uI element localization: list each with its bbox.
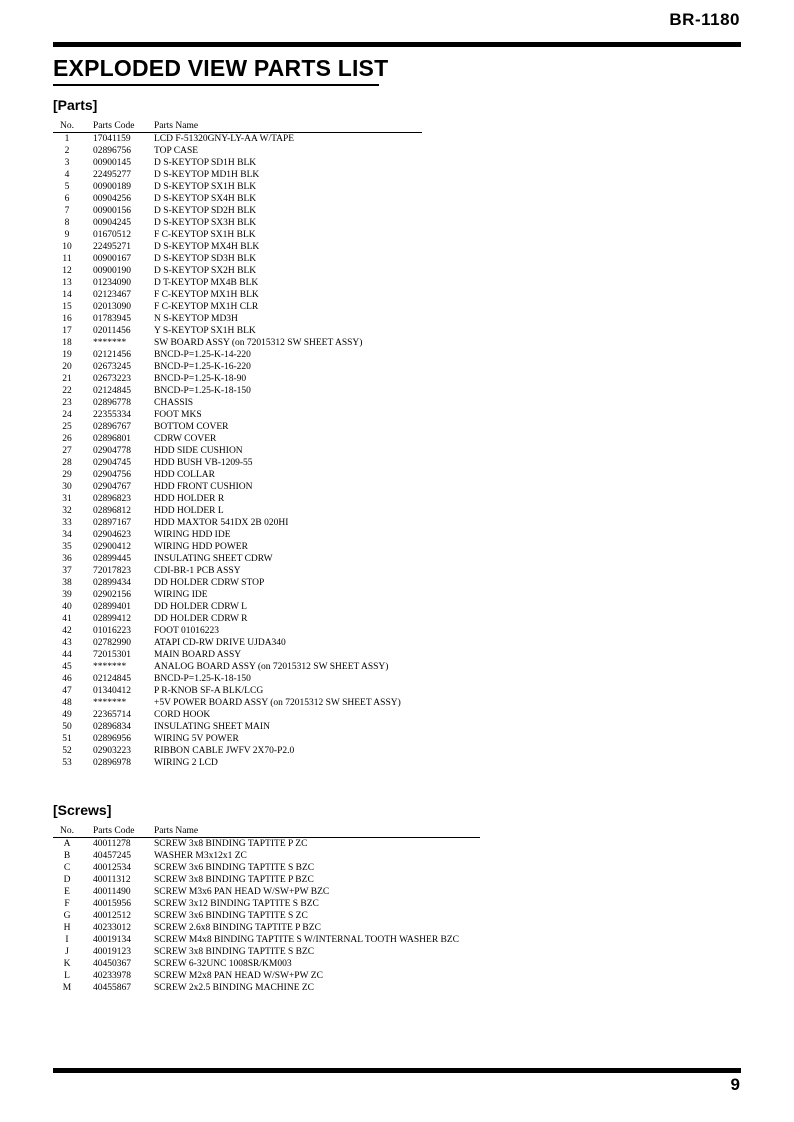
table-row: [53, 886, 480, 898]
row-code: 02673223: [93, 374, 131, 384]
row-no: 47: [62, 686, 72, 696]
table-row: [53, 445, 422, 457]
table-row: [53, 193, 422, 205]
row-code: 00900189: [93, 182, 131, 192]
table-row: [53, 433, 422, 445]
row-code: 02899445: [93, 554, 131, 564]
table-row: [53, 457, 422, 469]
row-no: 26: [62, 434, 72, 444]
row-code: 40012512: [93, 911, 131, 921]
table-row: [53, 922, 480, 934]
row-name: SCREW 2x2.5 BINDING MACHINE ZC: [154, 983, 315, 993]
table-row: [53, 301, 422, 313]
row-no: C: [63, 863, 71, 873]
row-code: 00900145: [93, 158, 131, 168]
row-name: WIRING 2 LCD: [154, 758, 218, 768]
table-row: [53, 565, 422, 577]
bottom-rule: [53, 1068, 741, 1073]
row-code: 02121456: [93, 350, 131, 360]
row-code: 00900156: [93, 206, 131, 216]
row-name: BNCD-P=1.25-K-16-220: [154, 362, 251, 372]
row-name: INSULATING SHEET CDRW: [154, 554, 273, 564]
row-code: 02896778: [93, 398, 131, 408]
row-no: 2: [64, 146, 70, 156]
table-row: [53, 709, 422, 721]
row-code: *******: [93, 662, 127, 672]
row-code: 02902156: [93, 590, 131, 600]
row-name: SCREW 2.6x8 BINDING TAPTITE P BZC: [154, 923, 321, 933]
screws-heading: [Screws]: [53, 802, 112, 818]
row-name: SCREW M2x8 PAN HEAD W/SW+PW ZC: [154, 971, 323, 981]
row-name: SCREW 3x6 BINDING TAPTITE S BZC: [154, 863, 315, 873]
row-code: 02900412: [93, 542, 131, 552]
table-row: [53, 169, 422, 181]
row-code: 40457245: [93, 851, 131, 861]
row-name: BNCD-P=1.25-K-18-90: [154, 374, 247, 384]
row-name: HDD COLLAR: [154, 470, 215, 480]
table-row: [53, 874, 480, 886]
row-code: *******: [93, 698, 127, 708]
row-code: 02896767: [93, 422, 131, 432]
row-name: ATAPI CD-RW DRIVE UJDA340: [154, 638, 286, 648]
table-row: [53, 589, 422, 601]
table-row: [53, 373, 422, 385]
col-name-header: Parts Name: [154, 121, 199, 131]
row-code: 02903223: [93, 746, 131, 756]
row-code: 02896956: [93, 734, 131, 744]
row-no: E: [64, 887, 70, 897]
row-no: 27: [62, 446, 72, 456]
table-row: [53, 229, 422, 241]
row-name: D T-KEYTOP MX4B BLK: [154, 278, 259, 288]
row-no: L: [64, 971, 70, 981]
row-name: HDD HOLDER L: [154, 506, 224, 516]
table-row: [53, 133, 422, 145]
row-no: D: [63, 875, 71, 885]
row-code: 02904745: [93, 458, 131, 468]
row-code: 02899401: [93, 602, 131, 612]
table-row: [53, 253, 422, 265]
row-no: 31: [62, 494, 72, 504]
row-name: F C-KEYTOP MX1H BLK: [154, 290, 259, 300]
row-name: SCREW 6-32UNC 1008SR/KM003: [154, 959, 292, 969]
row-name: WIRING HDD IDE: [154, 530, 231, 540]
row-code: 02904767: [93, 482, 131, 492]
table-row: [53, 970, 480, 982]
table-row: [53, 505, 422, 517]
row-code: 72017823: [93, 566, 131, 576]
row-name: MAIN BOARD ASSY: [154, 650, 242, 660]
row-name: Y S-KEYTOP SX1H BLK: [154, 326, 256, 336]
table-row: [53, 409, 422, 421]
table-row: [53, 898, 480, 910]
row-no: 21: [62, 374, 72, 384]
row-code: 02899412: [93, 614, 131, 624]
table-row: [53, 862, 480, 874]
row-no: 1: [64, 134, 70, 144]
row-no: 12: [62, 266, 72, 276]
table-row: [53, 349, 422, 361]
row-no: 45: [62, 662, 72, 672]
row-no: 42: [62, 626, 72, 636]
row-no: M: [62, 983, 72, 993]
parts-table: [53, 120, 422, 769]
row-code: 40011278: [93, 839, 131, 849]
row-no: 16: [62, 314, 72, 324]
row-no: A: [63, 839, 71, 849]
row-code: 40233012: [93, 923, 131, 933]
table-row: [53, 958, 480, 970]
row-code: 01340412: [93, 686, 131, 696]
row-code: 72015301: [93, 650, 131, 660]
row-no: 30: [62, 482, 72, 492]
row-name: TOP CASE: [154, 146, 199, 156]
row-name: RIBBON CABLE JWFV 2X70-P2.0: [154, 746, 295, 756]
table-row: [53, 397, 422, 409]
table-row: [53, 637, 422, 649]
row-no: 35: [62, 542, 72, 552]
table-row: [53, 982, 480, 994]
row-code: 40011490: [93, 887, 131, 897]
row-code: 02896801: [93, 434, 131, 444]
row-no: K: [63, 959, 71, 969]
row-no: 13: [62, 278, 72, 288]
row-no: 20: [62, 362, 72, 372]
row-code: 02896812: [93, 506, 131, 516]
row-name: WIRING 5V POWER: [154, 734, 239, 744]
row-name: D S-KEYTOP MX4H BLK: [154, 242, 260, 252]
row-no: 53: [62, 758, 72, 768]
row-code: 00900167: [93, 254, 131, 264]
row-no: 24: [62, 410, 72, 420]
table-row: [53, 838, 480, 850]
table-row: [53, 277, 422, 289]
table-row: [53, 757, 422, 769]
row-name: DD HOLDER CDRW R: [154, 614, 248, 624]
row-no: 52: [62, 746, 72, 756]
row-code: 02904623: [93, 530, 131, 540]
row-no: 15: [62, 302, 72, 312]
table-row: [53, 553, 422, 565]
row-no: 49: [62, 710, 72, 720]
row-name: D S-KEYTOP SX1H BLK: [154, 182, 257, 192]
table-row: [53, 745, 422, 757]
row-no: F: [64, 899, 70, 909]
row-no: 3: [64, 158, 70, 168]
table-row: [53, 613, 422, 625]
row-name: CHASSIS: [154, 398, 194, 408]
row-no: B: [63, 851, 71, 861]
row-code: 00904245: [93, 218, 131, 228]
col-code-header: Parts Code: [93, 121, 135, 131]
row-code: 02124845: [93, 386, 131, 396]
row-name: D S-KEYTOP SX2H BLK: [154, 266, 257, 276]
table-row: [53, 241, 422, 253]
row-name: SCREW M3x6 PAN HEAD W/SW+PW BZC: [154, 887, 330, 897]
row-name: WIRING IDE: [154, 590, 208, 600]
table-row: [53, 733, 422, 745]
row-code: 02896756: [93, 146, 131, 156]
row-name: D S-KEYTOP SD2H BLK: [154, 206, 257, 216]
row-no: 9: [64, 230, 70, 240]
row-name: D S-KEYTOP SD3H BLK: [154, 254, 257, 264]
row-code: 40019134: [93, 935, 131, 945]
row-code: 40450367: [93, 959, 131, 969]
row-name: DD HOLDER CDRW STOP: [154, 578, 265, 588]
col-code-header: Parts Code: [93, 826, 135, 836]
table-row: [53, 481, 422, 493]
title-underline: [53, 84, 379, 86]
row-no: 6: [64, 194, 70, 204]
row-code: 02896834: [93, 722, 131, 732]
row-name: WASHER M3x12x1 ZC: [154, 851, 247, 861]
row-name: BNCD-P=1.25-K-18-150: [154, 674, 251, 684]
row-no: 50: [62, 722, 72, 732]
table-row: [53, 313, 422, 325]
row-code: 22355334: [93, 410, 131, 420]
row-name: D S-KEYTOP SD1H BLK: [154, 158, 257, 168]
row-name: SCREW 3x8 BINDING TAPTITE S BZC: [154, 947, 315, 957]
table-row: [53, 469, 422, 481]
row-code: 02124845: [93, 674, 131, 684]
row-name: WIRING HDD POWER: [154, 542, 248, 552]
row-code: 02673245: [93, 362, 131, 372]
row-name: P R-KNOB SF-A BLK/LCG: [154, 686, 264, 696]
row-name: SCREW M4x8 BINDING TAPTITE S W/INTERNAL TOOTH WASHER BZC: [154, 935, 460, 945]
row-code: 02896823: [93, 494, 131, 504]
row-no: 39: [62, 590, 72, 600]
screws-table: [53, 825, 480, 994]
table-row: [53, 205, 422, 217]
row-name: F C-KEYTOP MX1H CLR: [154, 302, 259, 312]
row-code: 22365714: [93, 710, 131, 720]
row-name: N S-KEYTOP MD3H: [154, 314, 238, 324]
row-name: F C-KEYTOP SX1H BLK: [154, 230, 256, 240]
row-name: SCREW 3x8 BINDING TAPTITE P BZC: [154, 875, 314, 885]
row-name: D S-KEYTOP SX4H BLK: [154, 194, 257, 204]
row-name: HDD SIDE CUSHION: [154, 446, 243, 456]
table-row: [53, 934, 480, 946]
row-name: SCREW 3x8 BINDING TAPTITE P ZC: [154, 839, 308, 849]
row-no: 32: [62, 506, 72, 516]
row-no: 22: [62, 386, 72, 396]
row-no: 23: [62, 398, 72, 408]
row-code: 22495271: [93, 242, 131, 252]
screws-rows: [53, 838, 480, 994]
row-no: 5: [64, 182, 70, 192]
row-name: INSULATING SHEET MAIN: [154, 722, 270, 732]
row-no: I: [65, 935, 69, 945]
row-no: G: [63, 911, 71, 921]
row-no: 44: [62, 650, 72, 660]
row-code: 02899434: [93, 578, 131, 588]
row-no: 25: [62, 422, 72, 432]
row-code: 01670512: [93, 230, 131, 240]
table-row: [53, 850, 480, 862]
table-row: [53, 337, 422, 349]
row-code: 40019123: [93, 947, 131, 957]
table-row: [53, 181, 422, 193]
row-no: 8: [64, 218, 70, 228]
row-code: 40015956: [93, 899, 131, 909]
col-no-header: No.: [60, 826, 74, 836]
row-name: SCREW 3x12 BINDING TAPTITE S BZC: [154, 899, 319, 909]
row-name: SCREW 3x6 BINDING TAPTITE S ZC: [154, 911, 308, 921]
row-code: 40233978: [93, 971, 131, 981]
row-no: 43: [62, 638, 72, 648]
parts-heading: [Parts]: [53, 97, 98, 113]
row-no: J: [65, 947, 69, 957]
table-row: [53, 361, 422, 373]
table-row: [53, 529, 422, 541]
top-rule: [53, 42, 741, 47]
row-name: BNCD-P=1.25-K-14-220: [154, 350, 251, 360]
row-no: 41: [62, 614, 72, 624]
row-name: HDD HOLDER R: [154, 494, 225, 504]
row-no: 51: [62, 734, 72, 744]
row-no: 46: [62, 674, 72, 684]
row-code: 00904256: [93, 194, 131, 204]
row-code: 02904778: [93, 446, 131, 456]
table-row: [53, 601, 422, 613]
table-row: [53, 325, 422, 337]
table-row: [53, 673, 422, 685]
table-row: [53, 577, 422, 589]
row-no: 29: [62, 470, 72, 480]
table-row: [53, 265, 422, 277]
row-no: 18: [62, 338, 72, 348]
row-code: 40011312: [93, 875, 131, 885]
row-no: 40: [62, 602, 72, 612]
row-no: 36: [62, 554, 72, 564]
row-name: HDD MAXTOR 541DX 2B 020HI: [154, 518, 289, 528]
page-title: EXPLODED VIEW PARTS LIST: [53, 55, 389, 81]
row-no: 14: [62, 290, 72, 300]
table-row: [53, 217, 422, 229]
row-code: 17041159: [93, 134, 131, 144]
row-name: ANALOG BOARD ASSY (on 72015312 SW SHEET ASSY): [154, 662, 389, 672]
row-no: 7: [64, 206, 70, 216]
row-code: 01016223: [93, 626, 131, 636]
table-row: [53, 910, 480, 922]
row-name: +5V POWER BOARD ASSY (on 72015312 SW SHEET ASSY): [154, 698, 401, 708]
row-no: 33: [62, 518, 72, 528]
row-code: 02904756: [93, 470, 131, 480]
row-code: 01234090: [93, 278, 131, 288]
row-name: BOTTOM COVER: [154, 422, 229, 432]
col-no-header: No.: [60, 121, 74, 131]
row-no: 38: [62, 578, 72, 588]
row-name: CDI-BR-1 PCB ASSY: [154, 566, 241, 576]
row-code: 00900190: [93, 266, 131, 276]
row-no: 4: [64, 170, 70, 180]
row-name: DD HOLDER CDRW L: [154, 602, 247, 612]
table-row: [53, 697, 422, 709]
table-row: [53, 661, 422, 673]
row-name: HDD FRONT CUSHION: [154, 482, 253, 492]
table-row: [53, 946, 480, 958]
row-code: 02897167: [93, 518, 131, 528]
row-no: 28: [62, 458, 72, 468]
row-name: CDRW COVER: [154, 434, 217, 444]
model-number: BR-1180: [669, 10, 740, 29]
row-code: 02896978: [93, 758, 131, 768]
parts-rows: [53, 133, 422, 769]
row-no: 34: [62, 530, 72, 540]
table-row: [53, 289, 422, 301]
row-no: 10: [62, 242, 72, 252]
row-name: FOOT 01016223: [154, 626, 220, 636]
row-name: CORD HOOK: [154, 710, 211, 720]
page-number: 9: [730, 1075, 740, 1094]
row-name: BNCD-P=1.25-K-18-150: [154, 386, 251, 396]
row-name: D S-KEYTOP MD1H BLK: [154, 170, 260, 180]
row-code: 02123467: [93, 290, 131, 300]
row-code: 02011456: [93, 326, 131, 336]
table-row: [53, 517, 422, 529]
table-row: [53, 685, 422, 697]
row-name: LCD F-51320GNY-LY-AA W/TAPE: [154, 134, 295, 144]
row-name: SW BOARD ASSY (on 72015312 SW SHEET ASSY): [154, 338, 363, 348]
row-code: 01783945: [93, 314, 131, 324]
table-row: [53, 541, 422, 553]
row-code: 02782990: [93, 638, 131, 648]
col-name-header: Parts Name: [154, 826, 199, 836]
row-code: 40455867: [93, 983, 131, 993]
table-row: [53, 385, 422, 397]
table-row: [53, 157, 422, 169]
row-no: H: [63, 923, 71, 933]
table-row: [53, 649, 422, 661]
table-row: [53, 493, 422, 505]
table-row: [53, 145, 422, 157]
row-no: 48: [62, 698, 72, 708]
row-code: 40012534: [93, 863, 131, 873]
row-name: HDD BUSH VB-1209-55: [154, 458, 253, 468]
row-no: 19: [62, 350, 72, 360]
row-code: 22495277: [93, 170, 131, 180]
row-code: *******: [93, 338, 127, 348]
row-code: 02013090: [93, 302, 131, 312]
parts-table-header: [53, 120, 422, 132]
table-row: [53, 421, 422, 433]
table-row: [53, 625, 422, 637]
row-name: D S-KEYTOP SX3H BLK: [154, 218, 257, 228]
row-no: 17: [62, 326, 72, 336]
screws-table-header: [53, 825, 480, 837]
row-no: 11: [62, 254, 72, 264]
row-name: FOOT MKS: [154, 410, 202, 420]
row-no: 37: [62, 566, 72, 576]
table-row: [53, 721, 422, 733]
